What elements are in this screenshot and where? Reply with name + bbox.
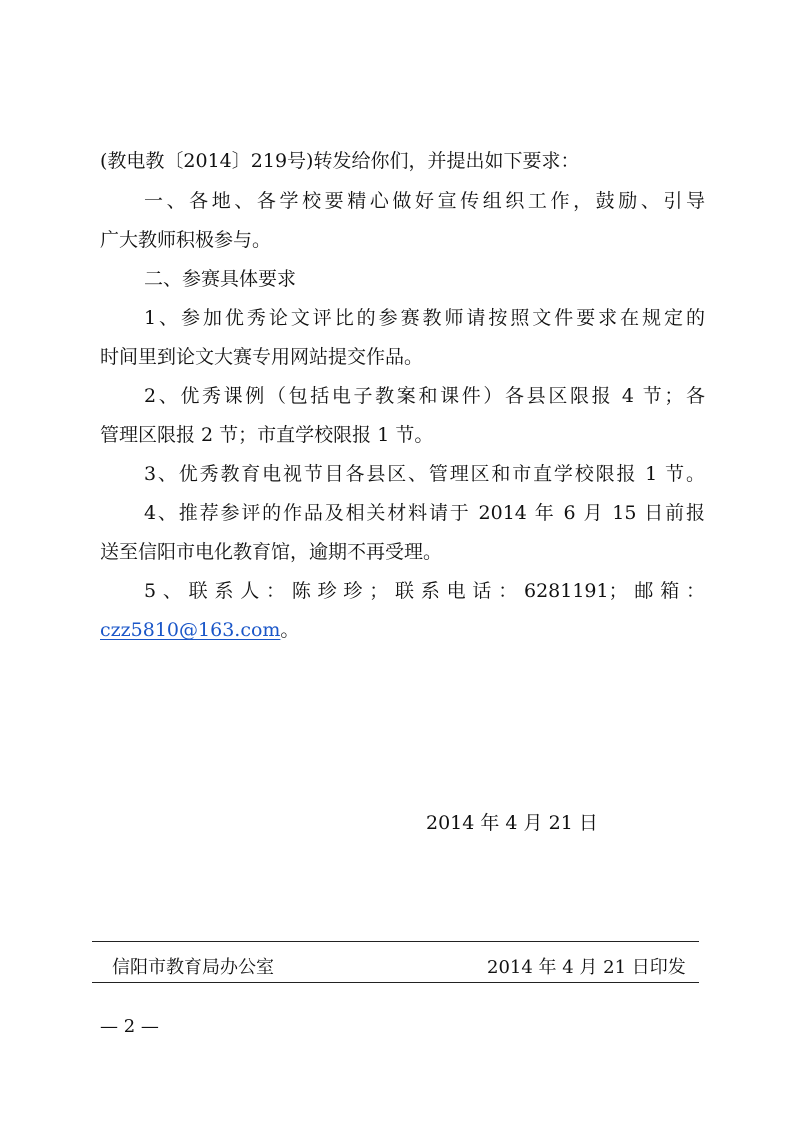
body-line-req-2: 2、优秀课例（包括电子教案和课件）各县区限报 4 节；各: [144, 385, 705, 407]
email-suffix: 。: [280, 619, 300, 641]
body-line-item-1-cont: 广大教师积极参与。: [100, 229, 272, 251]
body-line-req-3: 3、优秀教育电视节目各县区、管理区和市直学校限报 1 节。: [144, 463, 705, 485]
signature-date: 2014 年 4 月 21 日: [426, 812, 598, 834]
body-line-section-2: 二、参赛具体要求: [144, 268, 297, 290]
body-line-req-1: 1、参加优秀论文评比的参赛教师请按照文件要求在规定的: [144, 307, 705, 329]
body-line-req-4-cont: 送至信阳市电化教育馆，逾期不再受理。: [100, 541, 443, 563]
email-link[interactable]: czz5810@163.com: [100, 619, 281, 641]
footer-bottom-rule: [92, 982, 699, 983]
body-line-req-2-cont: 管理区限报 2 节；市直学校限报 1 节。: [100, 424, 434, 446]
body-line-email-row: [100, 617, 705, 643]
body-line-item-1: 一、各地、各学校要精心做好宣传组织工作，鼓励、引导: [144, 190, 705, 212]
footer-top-rule: [92, 941, 699, 942]
footer-issue-date: 2014 年 4 月 21 日印发: [487, 957, 686, 978]
body-line-req-1-cont: 时间里到论文大赛专用网站提交作品。: [100, 346, 424, 368]
body-line-reference: (教电教〔2014〕219号)转发给你们，并提出如下要求：: [100, 150, 580, 172]
body-line-req-4: 4、推荐参评的作品及相关材料请于 2014 年 6 月 15 日前报: [144, 502, 705, 524]
body-line-contact: 5、联系人：陈珍珍；联系电话：6281191；邮箱：: [144, 580, 705, 602]
footer-issuer: 信阳市教育局办公室: [112, 957, 274, 978]
page-number: — 2 —: [100, 1016, 159, 1037]
